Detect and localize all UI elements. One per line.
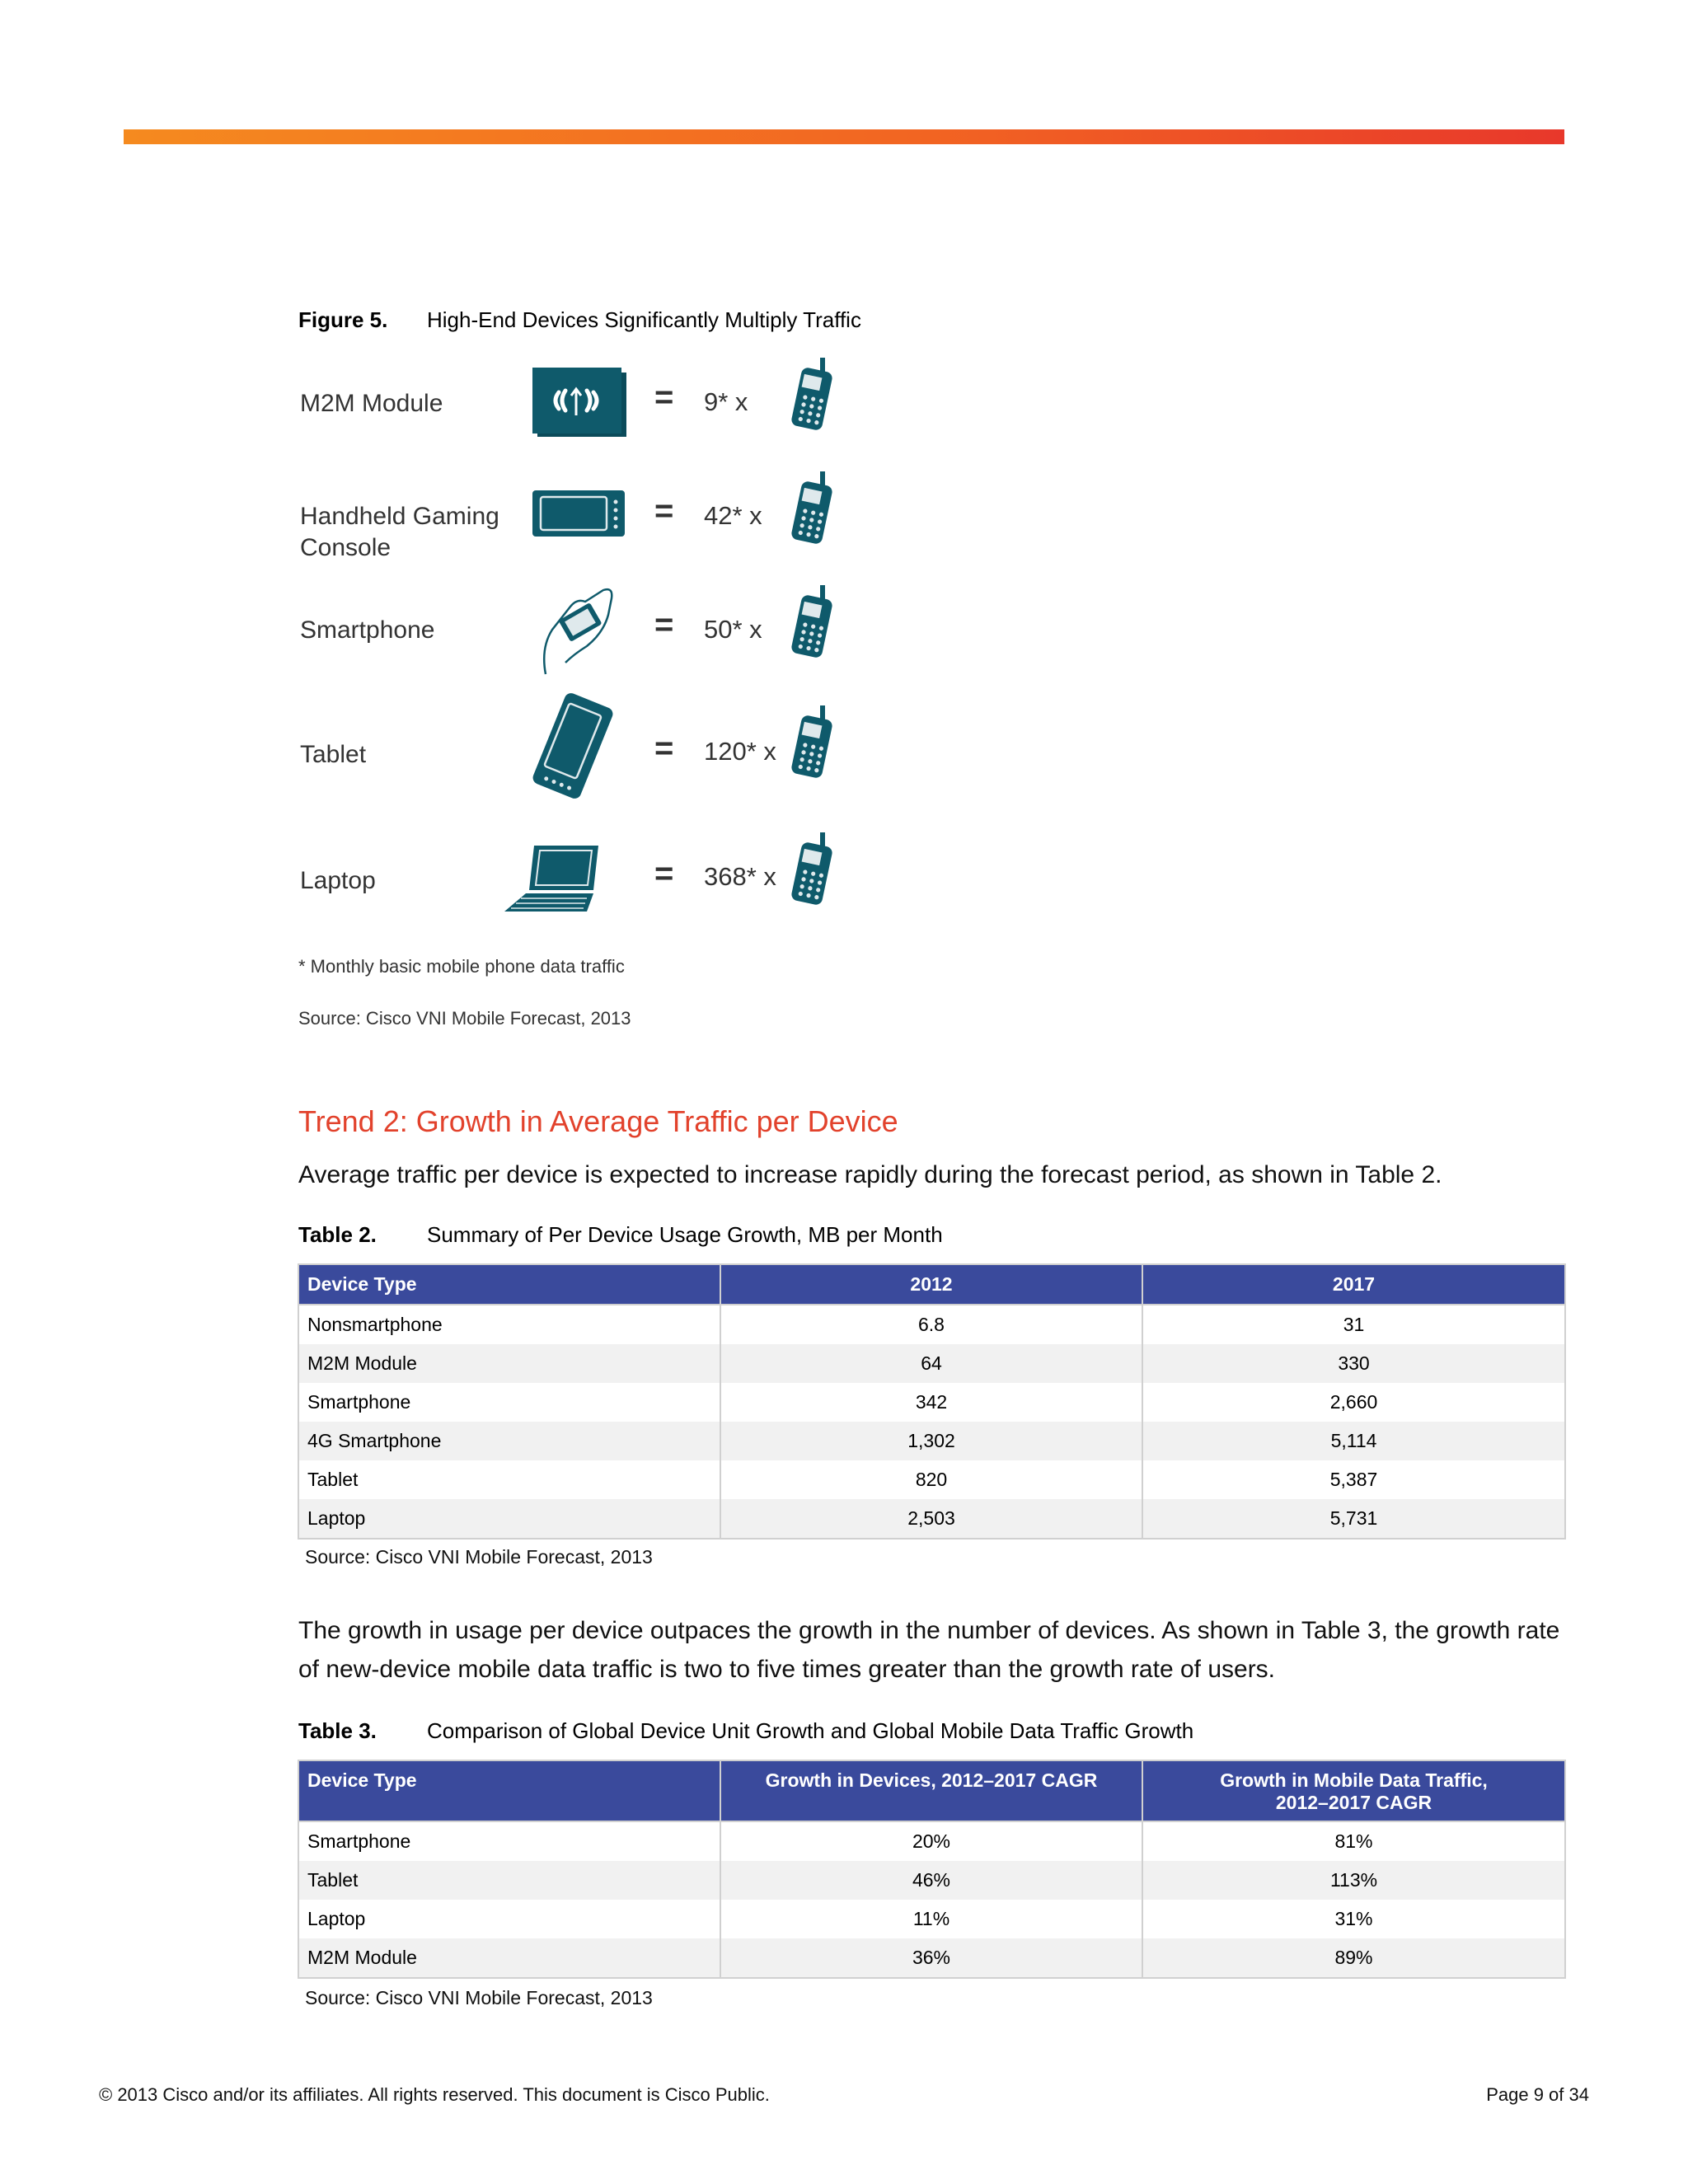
table-cell: 46% xyxy=(720,1861,1142,1900)
figure-caption xyxy=(298,307,861,333)
intro-paragraph: Average traffic per device is expected to increase rapidly during the forecast period, as shown in Table 2. xyxy=(298,1161,1442,1188)
table-row xyxy=(298,1861,1565,1900)
device-name-line: Console xyxy=(300,534,392,561)
growth-comparison-table xyxy=(298,1760,1566,1979)
device-name: M2M Module xyxy=(300,390,443,417)
device-name: Tablet xyxy=(300,741,367,768)
gaming-console-icon xyxy=(531,489,630,540)
table-header-row xyxy=(298,1264,1565,1305)
table-cell: Nonsmartphone xyxy=(298,1305,720,1344)
equals-sign: = xyxy=(654,730,674,766)
copyright-footer: © 2013 Cisco and/or its affiliates. All rights reserved. This document is Cisco Public. xyxy=(99,2084,770,2105)
table-cell: Laptop xyxy=(298,1900,720,1938)
growth-paragraph: The growth in usage per device outpaces the growth in the number of devices. As shown in Table 3, the growth rate of new-device mobile data traffic is two to five times greater than the growth rate of users. xyxy=(298,1617,1560,1683)
device-traffic-figure xyxy=(298,354,875,1038)
table-3-caption xyxy=(298,1718,1193,1744)
traffic-multiplier: 50* x xyxy=(704,615,762,644)
table-2-label: Table 2. xyxy=(298,1222,377,1247)
laptop-icon xyxy=(501,842,608,916)
table-row xyxy=(298,1821,1565,1861)
smartphone-hand-icon xyxy=(537,582,620,679)
device-name xyxy=(300,501,499,564)
table-cell: 81% xyxy=(1142,1821,1565,1861)
section-heading: Trend 2: Growth in Average Traffic per Device xyxy=(298,1104,898,1138)
basic-phone-icon xyxy=(786,831,836,907)
table-cell: 342 xyxy=(720,1383,1142,1422)
table-cell: 2,660 xyxy=(1142,1383,1565,1422)
table-cell: Smartphone xyxy=(298,1383,720,1422)
table-2-title: Summary of Per Device Usage Growth, MB per Month xyxy=(427,1222,943,1247)
column-header-line: 2012–2017 CAGR xyxy=(1275,1792,1432,1813)
figure-title: High-End Devices Significantly Multiply Traffic xyxy=(427,307,861,332)
figure-row-tablet xyxy=(298,701,875,791)
table-cell: 11% xyxy=(720,1900,1142,1938)
page-number: Page 9 of 34 xyxy=(1486,2084,1589,2105)
figure-row-laptop xyxy=(298,826,875,916)
table-3-source: Source: Cisco VNI Mobile Forecast, 2013 xyxy=(305,1987,653,2008)
table-row xyxy=(298,1460,1565,1499)
table-row xyxy=(298,1344,1565,1383)
table-cell: 5,731 xyxy=(1142,1499,1565,1539)
table-cell: Laptop xyxy=(298,1499,720,1539)
table-cell: 2,503 xyxy=(720,1499,1142,1539)
table-header-row xyxy=(298,1760,1565,1821)
top-accent-bar xyxy=(124,129,1564,144)
table-2-caption xyxy=(298,1222,943,1248)
m2m-module-icon xyxy=(531,366,630,438)
table-cell: 31 xyxy=(1142,1305,1565,1344)
table-cell: 820 xyxy=(720,1460,1142,1499)
table-row xyxy=(298,1422,1565,1460)
device-name-line: Handheld Gaming xyxy=(300,503,499,530)
figure-row-smartphone xyxy=(298,582,875,673)
table-cell: Tablet xyxy=(298,1460,720,1499)
basic-phone-icon xyxy=(786,356,836,432)
equals-sign: = xyxy=(654,607,674,643)
table-cell: Tablet xyxy=(298,1861,720,1900)
figure-row-m2m xyxy=(298,354,875,445)
table-cell: 4G Smartphone xyxy=(298,1422,720,1460)
table-row xyxy=(298,1305,1565,1344)
table-cell: 6.8 xyxy=(720,1305,1142,1344)
table-cell: 20% xyxy=(720,1821,1142,1861)
table-row xyxy=(298,1900,1565,1938)
basic-phone-icon xyxy=(786,470,836,546)
equals-sign: = xyxy=(654,855,674,892)
column-header: Device Type xyxy=(298,1760,720,1821)
table-cell: M2M Module xyxy=(298,1344,720,1383)
usage-growth-table xyxy=(298,1263,1566,1540)
table-cell: 5,387 xyxy=(1142,1460,1565,1499)
table-cell: 5,114 xyxy=(1142,1422,1565,1460)
table-cell: 1,302 xyxy=(720,1422,1142,1460)
table-cell: 36% xyxy=(720,1938,1142,1978)
table-3-label: Table 3. xyxy=(298,1718,377,1743)
equals-sign: = xyxy=(654,379,674,415)
table-row xyxy=(298,1383,1565,1422)
table-cell: 89% xyxy=(1142,1938,1565,1978)
traffic-multiplier: 42* x xyxy=(704,501,762,530)
table-cell: 113% xyxy=(1142,1861,1565,1900)
figure-row-gaming-console xyxy=(298,468,875,559)
traffic-multiplier: 120* x xyxy=(704,737,776,766)
equals-sign: = xyxy=(654,493,674,529)
device-name: Laptop xyxy=(300,867,376,894)
tablet-icon xyxy=(523,689,621,804)
figure-source: Source: Cisco VNI Mobile Forecast, 2013 xyxy=(298,1008,631,1029)
figure-label: Figure 5. xyxy=(298,307,388,332)
table-cell: Smartphone xyxy=(298,1821,720,1861)
column-header xyxy=(1142,1760,1565,1821)
basic-phone-icon xyxy=(786,704,836,780)
table-3-title: Comparison of Global Device Unit Growth and Global Mobile Data Traffic Growth xyxy=(427,1718,1194,1743)
traffic-multiplier: 368* x xyxy=(704,862,776,891)
table-cell: 64 xyxy=(720,1344,1142,1383)
column-header: 2012 xyxy=(720,1264,1142,1305)
table-cell: M2M Module xyxy=(298,1938,720,1978)
table-row xyxy=(298,1938,1565,1978)
table-2-source: Source: Cisco VNI Mobile Forecast, 2013 xyxy=(305,1546,653,1568)
basic-phone-icon xyxy=(786,583,836,659)
traffic-multiplier: 9* x xyxy=(704,387,748,416)
table-cell: 330 xyxy=(1142,1344,1565,1383)
table-cell: 31% xyxy=(1142,1900,1565,1938)
column-header-line: Growth in Mobile Data Traffic, xyxy=(1220,1769,1488,1791)
column-header: Device Type xyxy=(298,1264,720,1305)
table-row xyxy=(298,1499,1565,1539)
column-header: 2017 xyxy=(1142,1264,1565,1305)
figure-footnote: * Monthly basic mobile phone data traffic xyxy=(298,956,625,977)
device-name: Smartphone xyxy=(300,616,435,644)
column-header: Growth in Devices, 2012–2017 CAGR xyxy=(720,1760,1142,1821)
